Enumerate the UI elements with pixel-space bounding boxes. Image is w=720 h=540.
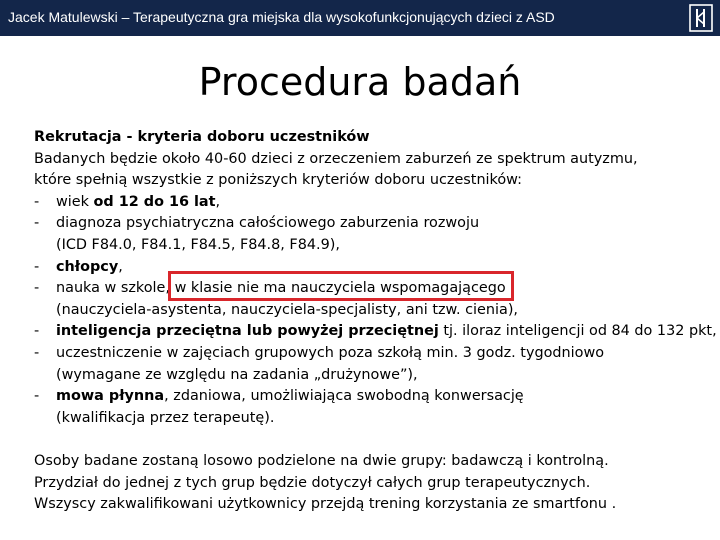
criterion-age: - wiek od 12 do 16 lat,: [34, 193, 221, 210]
slide-title: Procedura badań: [198, 60, 522, 104]
paragraph-gap: [34, 429, 704, 451]
criterion-diagnosis-codes: (ICD F84.0, F84.1, F84.5, F84.8, F84.9),: [56, 236, 340, 253]
highlight-box: [168, 271, 514, 301]
criterion-speech-detail: (kwalifikacja przez terapeutę).: [56, 409, 275, 426]
criterion-group-classes-detail: (wymagane ze względu na zadania „drużynowe”),: [56, 366, 418, 383]
criterion-intelligence: - inteligencja przeciętna lub powyżej przeciętnej tj. iloraz inteligencji od 84 do 132 pkt,: [34, 323, 717, 340]
outro-line-1: Osoby badane zostaną losowo podzielone na dwie grupy: badawczą i kontrolną.: [34, 452, 609, 469]
intro-line-1: Badanych będzie około 40-60 dzieci z orzeczeniem zaburzeń ze spektrum autyzmu,: [34, 150, 638, 167]
highlighted-text: w klasie nie ma nauczyciela wspomagającego: [174, 280, 506, 297]
criterion-group-classes: - uczestniczenie w zajęciach grupowych poza szkołą min. 3 godz. tygodniowo: [34, 344, 605, 361]
slide-body: [34, 127, 717, 516]
intro-line-2: które spełnią wszystkie z poniższych kryteriów doboru uczestników:: [34, 172, 523, 189]
criterion-diagnosis: - diagnoza psychiatryczna całościowego zaburzenia rozwoju: [34, 215, 480, 232]
outro-line-2: Przydział do jednej z tych grup będzie dotyczył całych grup terapeutycznych.: [34, 474, 591, 491]
criterion-speech: - mowa płynna, zdaniowa, umożliwiająca swobodną konwersację: [34, 388, 524, 405]
outro-line-3: Wszyscy zakwalifikowani użytkownicy przejdą trening korzystania ze smartfonu .: [34, 496, 617, 513]
section-heading: Rekrutacja - kryteria doboru uczestników: [34, 129, 370, 145]
criterion-gender: - chłopcy,: [34, 258, 123, 275]
criterion-school: - nauka w szkole, w klasie nie ma nauczyciela wspomagającego: [34, 280, 506, 297]
header-bar: [0, 0, 720, 36]
criterion-school-detail: (nauczyciela-asystenta, nauczyciela-specjalisty, ani tzw. cienia),: [56, 301, 519, 318]
university-crest-icon: [689, 4, 713, 32]
header-title: Jacek Matulewski – Terapeutyczna gra miejska dla wysokofunkcjonujących dzieci z ASD: [8, 9, 555, 25]
